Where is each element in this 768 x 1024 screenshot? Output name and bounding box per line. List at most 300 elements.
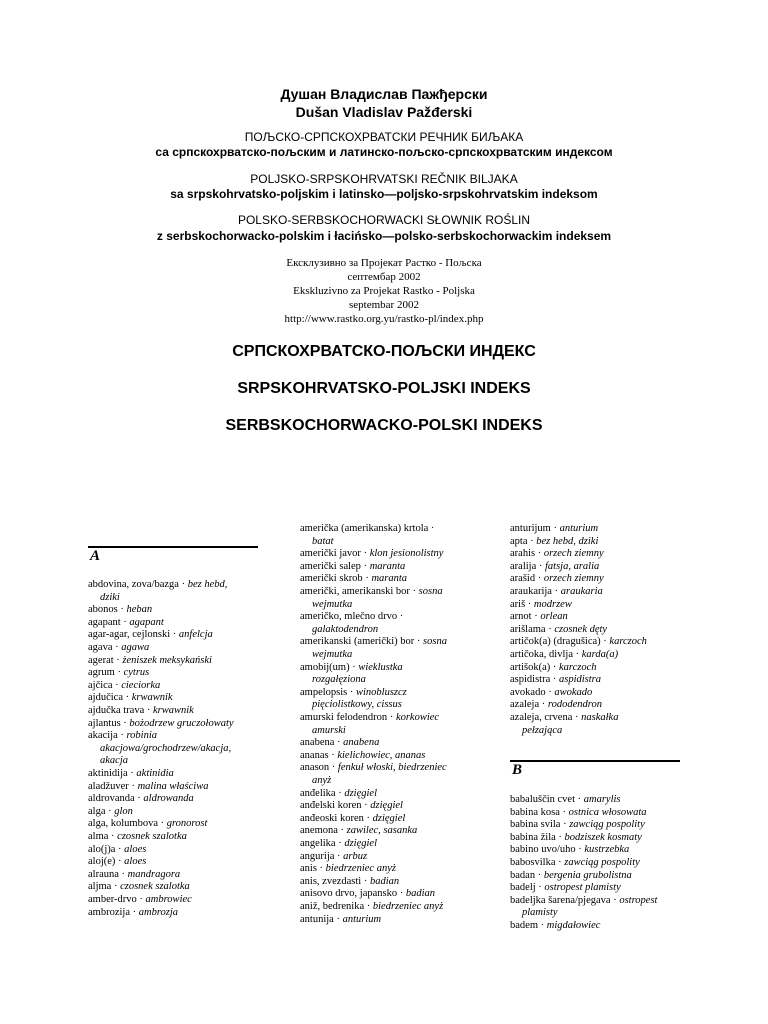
index-entry [88, 869, 180, 882]
entry-term: anisovo drvo, japansko [300, 888, 398, 900]
index-entry [88, 831, 187, 844]
index-entry [510, 712, 618, 725]
entry-term: aniž, bedrenika [300, 901, 365, 912]
author-name-cyrillic: Душан Владислав Пажђерски [280, 86, 488, 102]
meta-line-3: Ekskluzivno za Projekat Rastko - Poljska [293, 285, 475, 297]
index-title-latin: SRPSKOHRVATSKO-POLJSKI INDEKS [237, 380, 531, 397]
index-entry [300, 523, 434, 536]
index-entry [88, 781, 208, 794]
entry-separator: · [112, 642, 122, 653]
entry-continuation: wejmutka [312, 649, 353, 660]
index-entry [300, 636, 447, 649]
entry-term: agapant [88, 616, 121, 628]
entry-separator: · [525, 598, 534, 610]
entry-translation: orzech ziemny [543, 548, 604, 560]
index-entry [88, 655, 212, 668]
entry-term: ampelopsis [300, 686, 348, 698]
index-entry [510, 699, 602, 712]
entry-translation: krwawnik [153, 705, 194, 716]
entry-term: anis, zvezdasti [300, 875, 362, 887]
index-entry [88, 793, 194, 806]
entry-term: arišlama [510, 623, 546, 635]
entry-separator: · [144, 705, 154, 716]
entry-separator: · [334, 737, 344, 749]
entry-separator: · [117, 604, 127, 616]
index-entry [88, 629, 213, 642]
entry-translation: bodziszek kosmaty [564, 831, 642, 843]
entry-translation: dzięgiel [370, 800, 403, 812]
index-entry [88, 579, 227, 592]
entry-translation: karda(a) [581, 649, 619, 660]
entry-translation: biedrzeniec anyż [325, 863, 396, 875]
entry-separator: · [414, 636, 424, 648]
index-entry [300, 901, 443, 914]
entry-separator: · [136, 894, 146, 905]
entry-translation: migdałowiec [546, 920, 601, 931]
entry-term: azaleja, crvena [510, 712, 573, 723]
entry-term: amerikanski (američki) bor [300, 636, 415, 648]
entry-continuation: wejmutka [312, 598, 353, 610]
entry-translation: cytrus [123, 667, 150, 679]
entry-continuation: pięciolistkowy, cissus [312, 699, 402, 711]
entry-separator: · [349, 661, 359, 673]
entry-term: arahis [510, 548, 536, 560]
index-entry [510, 561, 599, 574]
entry-continuation: plamisty [522, 907, 558, 919]
entry-term: akacija [88, 730, 118, 742]
entry-term: agerat [88, 654, 114, 666]
entry-term: aladžuver [88, 780, 129, 792]
entry-continuation: galaktodendron [312, 623, 379, 635]
entry-separator: · [335, 838, 345, 849]
entry-term: alga [88, 805, 106, 817]
entry-translation: orzech ziemny [543, 573, 604, 585]
entry-separator: · [551, 586, 561, 597]
entry-translation: fenkuł włoski, biedrzeniec [337, 762, 447, 774]
entry-translation: ambrozja [138, 906, 179, 918]
entry-separator: · [545, 686, 555, 698]
entry-separator: · [113, 654, 123, 666]
entry-separator: · [334, 850, 344, 862]
section-letter-a: A [90, 548, 101, 564]
entry-term: anturijum [510, 523, 551, 534]
section-letter-b: B [512, 762, 523, 778]
entry-separator: · [335, 787, 345, 799]
entry-separator: · [134, 793, 144, 805]
entry-translation: aktinidia [136, 768, 174, 779]
entry-translation: rododendron [547, 699, 602, 711]
index-entry [300, 750, 425, 763]
entry-translation: badian [369, 875, 400, 887]
entry-separator: · [555, 857, 565, 868]
index-entry [510, 662, 597, 675]
entry-term: araukarija [510, 586, 552, 597]
entry-separator: · [362, 573, 372, 585]
entry-separator: · [535, 882, 545, 894]
entry-translation: bez hebd, [187, 579, 228, 590]
entry-translation: gronorost [166, 818, 208, 830]
index-entry [510, 895, 657, 908]
entry-term: aralija [510, 560, 537, 572]
entry-separator: · [127, 768, 137, 779]
entry-translation: badian [405, 888, 436, 900]
subtitle-cyrillic: са српскохрватско-пољским и латинско-пољско-српскохрватским индексом [155, 145, 613, 159]
entry-translation: ambrowiec [145, 894, 192, 905]
entry-term: alrauna [88, 868, 119, 880]
index-entry [300, 813, 405, 826]
index-entry [88, 907, 178, 920]
entry-translation: ostropest [619, 894, 658, 906]
index-entry [88, 856, 146, 869]
entry-translation: araukaria [560, 586, 603, 597]
entry-translation: agawa [121, 642, 150, 653]
entry-term: anemona [300, 825, 338, 837]
entry-separator: · [128, 780, 138, 792]
entry-term: anđelski koren [300, 800, 362, 812]
entry-separator: · [550, 674, 559, 686]
entry-translation: kustrzebka [584, 844, 630, 856]
index-entry [300, 800, 403, 813]
index-entry [300, 914, 381, 927]
index-entry [510, 920, 600, 933]
entry-translation: winobluszcz [356, 686, 407, 698]
entry-translation: bez hebd, dziki [536, 535, 599, 547]
entry-separator: · [572, 712, 582, 723]
index-entry [510, 870, 632, 883]
index-entry [510, 832, 642, 845]
index-entry [300, 573, 407, 586]
entry-separator: · [572, 649, 582, 660]
index-entry [510, 536, 598, 549]
entry-separator: · [397, 611, 404, 623]
index-entry [300, 548, 443, 561]
entry-term: aspidistra [510, 674, 551, 686]
index-entry [510, 611, 568, 624]
index-entry [510, 586, 603, 599]
entry-separator: · [117, 730, 127, 742]
entry-translation: fatsja, aralia [544, 560, 600, 572]
entry-separator: · [122, 692, 132, 704]
entry-translation: modrzew [533, 598, 572, 610]
entry-term: aloj(e) [88, 856, 116, 868]
entry-separator: · [360, 560, 370, 572]
section-b-rule [510, 760, 680, 762]
index-entry [88, 881, 190, 894]
entry-term: amurski felodendron [300, 712, 388, 723]
entry-term: američki skrob [300, 573, 363, 585]
index-entry [300, 762, 447, 775]
entry-translation: arbuz [343, 850, 368, 862]
title-cyrillic: ПОЉСКО-СРПСКОХРВАТСКИ РЕЧНИК БИЉАКА [244, 130, 524, 144]
entry-separator: · [157, 818, 167, 830]
index-entry [300, 788, 377, 801]
entry-translation: anturium [559, 523, 599, 534]
index-entry [510, 844, 629, 857]
subtitle-polish: z serbskochorwacko-polskim i łacińsko—polsko-serbskochorwackim indeksem [156, 229, 612, 243]
entry-term: angurija [300, 850, 335, 862]
entry-separator: · [105, 805, 115, 817]
entry-translation: agapant [129, 616, 164, 628]
index-entry [510, 819, 645, 832]
entry-term: alga, kolumbova [88, 818, 158, 830]
entry-term: badelj [510, 882, 536, 894]
index-entry [88, 680, 160, 693]
entry-translation: wieklustka [358, 661, 403, 673]
entry-separator: · [535, 548, 544, 560]
entry-separator: · [555, 831, 565, 843]
entry-separator: · [337, 825, 347, 837]
entry-translation: glon [114, 805, 133, 817]
entry-separator: · [329, 762, 338, 774]
entry-translation: czosnek dęty [554, 623, 608, 635]
entry-translation: bożodrzew gruczołowaty [129, 717, 234, 729]
index-entry [510, 624, 607, 637]
entry-translation: zawciąg pospolity [569, 819, 645, 831]
entry-separator: · [560, 819, 570, 831]
entry-separator: · [112, 679, 122, 691]
index-entry [300, 838, 377, 851]
entry-continuation: batat [312, 535, 334, 547]
entry-separator: · [600, 636, 610, 648]
entry-translation: anturium [342, 913, 382, 925]
entry-separator: · [538, 920, 547, 931]
entry-separator: · [550, 523, 560, 534]
entry-translation: dzięgiel [344, 787, 377, 799]
entry-term: anis [300, 863, 317, 875]
index-entry [88, 806, 133, 819]
index-entry [88, 818, 207, 831]
entry-term: amobij(um) [300, 661, 350, 673]
entry-continuation: pełzająca [522, 724, 563, 736]
entry-translation: amarylis [583, 794, 621, 805]
entry-separator: · [535, 573, 544, 585]
entry-separator: · [575, 794, 584, 805]
entry-translation: zawilec, sasanka [346, 825, 418, 837]
entry-separator: · [120, 717, 130, 729]
entry-translation: sosna [423, 636, 447, 648]
entry-separator: · [333, 913, 343, 925]
meta-url: http://www.rastko.org.yu/rastko-pl/index.php [284, 313, 484, 325]
entry-translation: czosnek szalotka [117, 831, 187, 842]
index-entry [300, 851, 367, 864]
entry-separator: · [361, 800, 371, 812]
entry-term: babosvilka [510, 857, 556, 868]
entry-term: badeljka šarena/pjegava [510, 894, 611, 906]
entry-translation: awokado [554, 686, 593, 698]
entry-term: abdovina, zova/bazga [88, 579, 179, 590]
entry-separator: · [129, 906, 139, 918]
entry-term: artičoka, divlja [510, 649, 573, 660]
entry-separator: · [428, 523, 435, 534]
index-entry [300, 611, 403, 624]
index-entry [300, 737, 379, 750]
entry-term: američko, mlečno drvo [300, 611, 398, 623]
section-a-rule [88, 546, 258, 548]
entry-translation: aloes [124, 843, 147, 855]
index-entry [510, 794, 621, 807]
entry-translation: heban [126, 604, 153, 616]
entry-continuation: amurski [312, 724, 346, 736]
entry-translation: sosna [418, 586, 443, 597]
entry-translation: maranta [369, 560, 406, 572]
meta-line-4: septembar 2002 [349, 299, 419, 311]
index-entry [510, 523, 598, 536]
entry-separator: · [397, 888, 406, 900]
entry-translation: korkowiec [395, 712, 440, 723]
index-entry [300, 712, 439, 725]
entry-translation: aldrowanda [143, 793, 194, 805]
entry-term: babina svila [510, 819, 561, 831]
entry-term: američki, amerikanski bor [300, 586, 410, 597]
meta-line-1: Ексклузивно за Пројекат Растко - Пољска [286, 257, 482, 269]
subtitle-latin: sa srpskohrvatsko-poljskim i latinsko—poljsko-srpskohrvatskim indeksom [170, 187, 598, 201]
entry-term: azaleja [510, 699, 540, 711]
entry-translation: krwawnik [131, 692, 173, 704]
entry-separator: · [364, 901, 373, 912]
entry-term: ananas [300, 749, 329, 761]
entry-term: alo(j)a [88, 843, 116, 855]
entry-translation: zawciąg pospolity [564, 857, 640, 868]
entry-separator: · [387, 712, 396, 723]
entry-separator: · [559, 806, 569, 818]
entry-term: apta [510, 535, 528, 547]
index-entry [510, 636, 647, 649]
entry-term: babaluščin cvet [510, 794, 576, 805]
entry-translation: klon jesionolistny [369, 548, 444, 560]
index-entry [510, 807, 647, 820]
entry-term: arnot [510, 611, 532, 623]
index-entry [510, 649, 618, 662]
index-entry [300, 863, 396, 876]
index-entry [88, 768, 174, 781]
entry-translation: aloes [124, 856, 147, 868]
meta-line-2: септембар 2002 [347, 271, 421, 283]
entry-separator: · [539, 699, 548, 711]
index-entry [300, 561, 405, 574]
index-entry [300, 586, 443, 599]
entry-separator: · [178, 579, 188, 590]
index-entry [300, 888, 435, 901]
entry-separator: · [363, 812, 373, 824]
index-entry [510, 548, 604, 561]
index-entry [88, 692, 173, 705]
entry-separator: · [536, 560, 545, 572]
entry-term: anđeoski koren [300, 812, 364, 824]
index-entry [300, 662, 403, 675]
entry-separator: · [328, 749, 338, 761]
entry-continuation: akacjowa/grochodrzew/akacja, [100, 742, 232, 754]
entry-separator: · [114, 667, 124, 679]
entry-term: ajdučka trava [88, 705, 145, 716]
index-entry [88, 604, 152, 617]
entry-translation: dzięgiel [344, 838, 377, 849]
entry-term: ariš [510, 598, 526, 610]
entry-term: badan [510, 869, 536, 881]
entry-term: alma [88, 831, 109, 842]
entry-separator: · [409, 586, 419, 597]
entry-translation: robinia [126, 730, 158, 742]
entry-separator: · [108, 831, 118, 842]
entry-separator: · [550, 661, 559, 673]
entry-separator: · [527, 535, 537, 547]
entry-translation: mandragora [127, 868, 181, 880]
index-entry [300, 687, 407, 700]
entry-term: artičok(a) (dragušica) [510, 636, 601, 648]
entry-term: aktinidija [88, 768, 128, 779]
entry-translation: orlean [540, 611, 568, 623]
entry-continuation: anyż [312, 775, 332, 786]
entry-translation: czosnek szalotka [120, 881, 190, 893]
entry-term: babina žila [510, 831, 556, 843]
entry-translation: aspidistra [559, 674, 602, 686]
entry-continuation: rozgałęziona [312, 674, 366, 686]
entry-term: aldrovanda [88, 793, 135, 805]
entry-separator: · [360, 548, 370, 560]
entry-separator: · [531, 611, 541, 623]
entry-term: angelika [300, 838, 336, 849]
entry-translation: anabena [343, 737, 380, 749]
entry-separator: · [118, 868, 128, 880]
title-polish: POLSKO-SERBSKOCHORWACKI SŁOWNIK ROŚLIN [237, 213, 531, 227]
entry-term: babina kosa [510, 806, 560, 818]
entry-translation: naskałka [581, 712, 619, 723]
entry-separator: · [610, 894, 620, 906]
entry-separator: · [361, 875, 370, 887]
entry-translation: karczoch [609, 636, 647, 648]
entry-term: ambrozija [88, 906, 130, 918]
entry-continuation: dziki [100, 591, 120, 603]
index-entry [88, 894, 192, 907]
entry-term: anđelika [300, 787, 336, 799]
index-entry [510, 599, 572, 612]
index-entry [88, 667, 149, 680]
entry-separator: · [575, 844, 585, 856]
entry-term: agrum [88, 667, 115, 679]
entry-term: američki javor [300, 548, 361, 560]
entry-term: artišok(a) [510, 661, 551, 673]
entry-translation: kielichowiec, ananas [337, 749, 426, 761]
entry-translation: karczoch [558, 661, 597, 673]
entry-separator: · [535, 869, 544, 881]
index-entry [510, 857, 640, 870]
entry-separator: · [316, 863, 326, 875]
index-entry [88, 730, 157, 743]
index-entry [88, 844, 146, 857]
entry-separator: · [120, 616, 130, 628]
index-title-polish: SERBSKOCHORWACKO-POLSKI INDEKS [225, 417, 543, 434]
entry-term: anabena [300, 737, 335, 749]
entry-translation: ostropest plamisty [544, 882, 621, 894]
entry-term: arašid [510, 573, 536, 585]
entry-term: ajlantus [88, 717, 121, 729]
index-entry [88, 642, 149, 655]
entry-translation: anfelcja [178, 629, 213, 641]
index-entry [300, 825, 417, 838]
index-entry [510, 687, 592, 700]
title-latin: POLJSKO-SRPSKOHRVATSKI REČNIK BILJAKA [250, 172, 518, 186]
entry-separator: · [115, 843, 125, 855]
entry-translation: dzięgiel [372, 812, 406, 824]
entry-term: američki salep [300, 560, 361, 572]
entry-translation: żeniszek meksykański [122, 654, 212, 666]
index-entry [88, 718, 234, 731]
index-entry [88, 617, 164, 630]
entry-term: abonos [88, 604, 118, 616]
entry-term: agava [88, 642, 113, 653]
entry-separator: · [545, 623, 555, 635]
index-entry [510, 882, 621, 895]
entry-separator: · [347, 686, 356, 698]
